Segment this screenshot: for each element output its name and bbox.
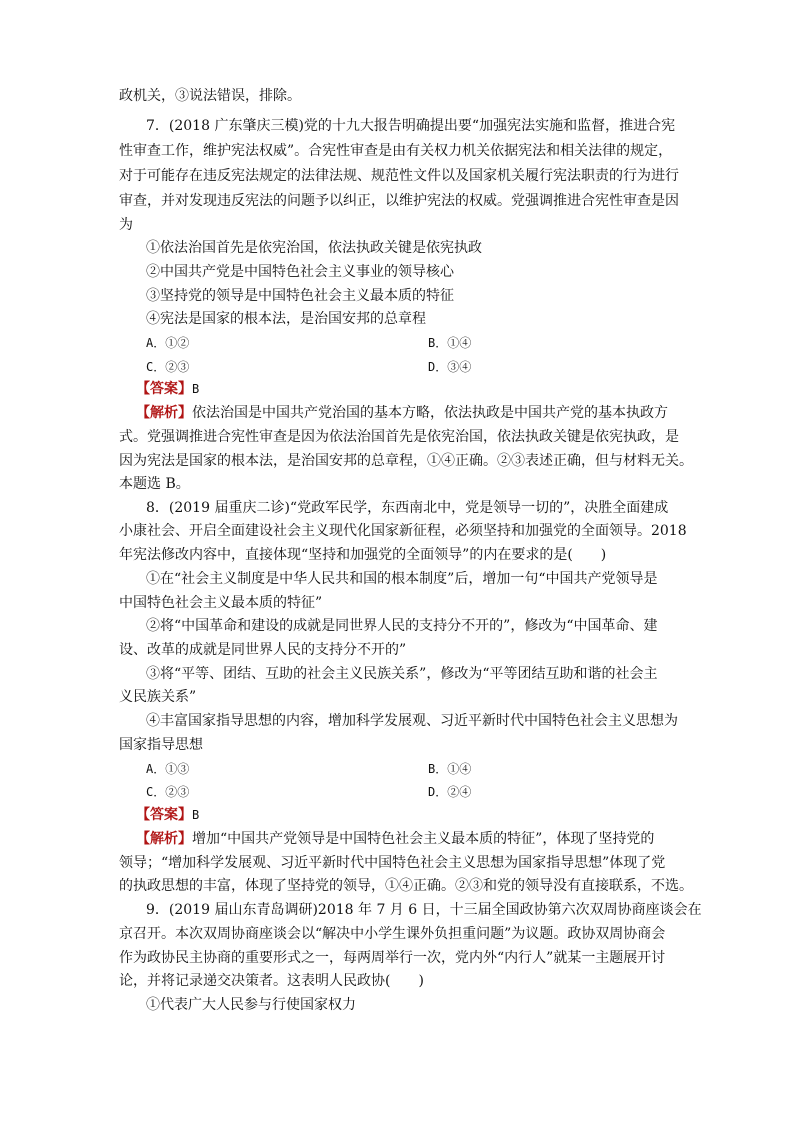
q8-statement-2b: 设、改革的成就是同世界人民的支持分不开的”	[119, 642, 407, 658]
q8-option-a: A．①③	[146, 762, 190, 776]
q7-statement-2: ②中国共产党是中国特色社会主义事业的领导核心	[146, 264, 454, 280]
q7-analysis-line-1	[136, 404, 668, 422]
q8-statement-3a: ③将“平等、团结、互助的社会主义民族关系”，修改为“平等团结互助和谐的社会主	[146, 666, 658, 682]
analysis-text: 依法治国是中国共产党治国的基本方略，依法执政是中国共产党的基本执政方	[192, 405, 668, 421]
q9-stem-line-4: 论，并将记录递交决策者。这表明人民政协( )	[119, 973, 424, 989]
q8-answer	[136, 806, 199, 824]
q8-analysis-line-3: 的执政思想的丰富，体现了坚持党的领导，①④正确。②③和党的领导没有直接联系，不选。	[119, 878, 693, 894]
answer-value: B	[192, 808, 200, 822]
q8-option-d: D．②④	[428, 785, 472, 799]
continuation-line: 政机关，③说法错误，排除。	[119, 88, 301, 104]
q7-stem-line-5: 为	[119, 217, 133, 233]
q8-statement-4b: 国家指导思想	[119, 737, 203, 753]
q7-option-d: D．③④	[428, 360, 472, 374]
q8-statement-2a: ②将“中国革命和建设的成就是同世界人民的支持分不开的”，修改为“中国革命、建	[146, 618, 658, 634]
q8-statement-1a: ①在“社会主义制度是中华人民共和国的根本制度”后，增加一句“中国共产党领导是	[146, 571, 658, 587]
q7-statement-3: ③坚持党的领导是中国特色社会主义最本质的特征	[146, 288, 454, 304]
q7-analysis-line-2: 式。党强调推进合宪性审查是因为依法治国首先是依宪治国，依法执政关键是依宪执政，是	[119, 429, 679, 445]
q7-analysis-line-4: 本题选 B。	[119, 476, 190, 492]
q7-stem-line-1: 7．(2018 广东肇庆三模)党的十九大报告明确提出要“加强宪法实施和监督，推进合宪	[146, 118, 676, 134]
q7-analysis-line-3: 因为宪法是国家的根本法，是治国安邦的总章程，①④正确。②③表述正确，但与材料无关。	[119, 453, 693, 469]
answer-value: B	[192, 382, 200, 396]
q9-stem-line-1: 9．(2019 届山东青岛调研)2018 年 7 月 6 日，十三届全国政协第六次双周协商座谈会在	[146, 902, 702, 918]
q7-statement-1: ①依法治国首先是依宪治国，依法执政关键是依宪执政	[146, 240, 482, 256]
q7-statement-4: ④宪法是国家的根本法，是治国安邦的总章程	[146, 311, 426, 327]
q7-option-a: A．①②	[146, 336, 190, 350]
q7-stem-line-3: 对于可能存在违反宪法规定的法律法规、规范性文件以及国家机关履行宪法职责的行为进行	[119, 168, 679, 184]
q7-stem-line-4: 审查，并对发现违反宪法的问题予以纠正，以维护宪法的权威。党强调推进合宪性审查是因	[119, 193, 679, 209]
q9-statement-1: ①代表广大人民参与行使国家权力	[146, 997, 356, 1013]
answer-tag: 【答案】	[136, 807, 192, 823]
q7-option-c: C．②③	[146, 360, 190, 374]
q8-stem-line-3: 年宪法修改内容中，直接体现“坚持和加强党的全面领导”的内在要求的是( )	[119, 547, 607, 563]
q7-option-b: B．①④	[428, 336, 472, 350]
q9-stem-line-2: 京召开。本次双周协商座谈会以“解决中小学生课外负担重问题”为议题。政协双周协商会	[119, 926, 666, 942]
q8-statement-3b: 义民族关系”	[119, 689, 197, 705]
q8-option-c: C．②③	[146, 785, 190, 799]
answer-tag: 【答案】	[136, 381, 192, 397]
q8-stem-line-1: 8．(2019 届重庆二诊)“党政军民学，东西南北中，党是领导一切的”，决胜全面建成	[146, 500, 669, 516]
q9-stem-line-3: 作为政协民主协商的重要形式之一，每两周举行一次，党内外“内行人”就某一主题展开讨	[119, 950, 666, 966]
analysis-tag: 【解析】	[136, 405, 192, 421]
q7-answer	[136, 380, 199, 398]
q7-stem-line-2: 性审查工作，维护宪法权威”。合宪性审查是由有关权力机关依据宪法和相关法律的规定，	[119, 143, 673, 159]
analysis-text: 增加“中国共产党领导是中国特色社会主义最本质的特征”，体现了坚持党的	[192, 831, 655, 847]
q8-statement-4a: ④丰富国家指导思想的内容，增加科学发展观、习近平新时代中国特色社会主义思想为	[146, 713, 678, 729]
q8-analysis-line-1	[136, 830, 654, 848]
q8-option-b: B．①④	[428, 762, 472, 776]
analysis-tag: 【解析】	[136, 831, 192, 847]
q8-stem-line-2: 小康社会、开启全面建设社会主义现代化国家新征程，必须坚持和加强党的全面领导。2018	[119, 523, 687, 539]
q8-analysis-line-2: 领导；“增加科学发展观、习近平新时代中国特色社会主义思想为国家指导思想”体现了党	[119, 855, 666, 871]
q8-statement-1b: 中国特色社会主义最本质的特征”	[119, 595, 323, 611]
